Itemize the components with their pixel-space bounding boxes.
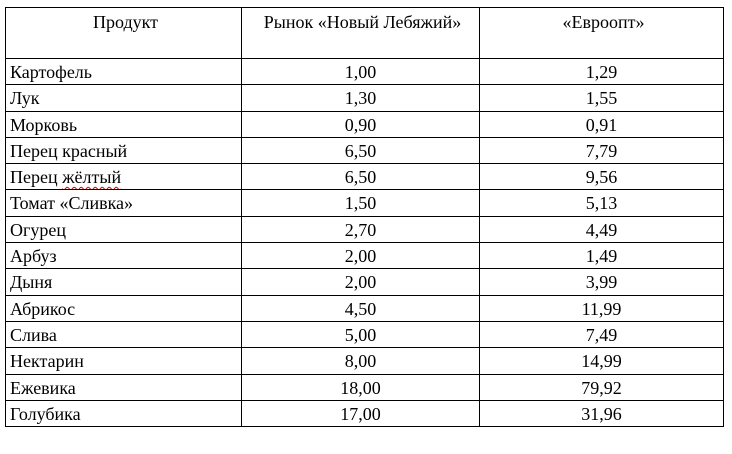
table-header (6, 8, 724, 59)
cell-euroopt-price: 3,99 (480, 269, 724, 295)
cell-euroopt-price: 4,49 (480, 216, 724, 242)
header-product: Продукт (6, 8, 242, 59)
cell-market-price: 2,00 (242, 243, 480, 269)
cell-euroopt-price: 1,49 (480, 243, 724, 269)
header-market: Рынок «Новый Лебяжий» (242, 8, 480, 59)
price-comparison-table (5, 7, 724, 427)
table-row (6, 137, 724, 163)
table-row (6, 216, 724, 242)
table-row (6, 164, 724, 190)
cell-market-price: 17,00 (242, 400, 480, 426)
table-row (6, 374, 724, 400)
cell-euroopt-price: 31,96 (480, 400, 724, 426)
table-row (6, 59, 724, 85)
cell-euroopt-price: 1,29 (480, 59, 724, 85)
cell-product: Перец красный (6, 137, 242, 163)
table-row (6, 348, 724, 374)
cell-product: Томат «Сливка» (6, 190, 242, 216)
cell-product: Огурец (6, 216, 242, 242)
header-euroopt: «Евроопт» (480, 8, 724, 59)
cell-product: Лук (6, 85, 242, 111)
cell-product (6, 164, 242, 190)
cell-product: Морковь (6, 111, 242, 137)
cell-euroopt-price: 1,55 (480, 85, 724, 111)
spellcheck-flagged-word: жёлтый (62, 167, 122, 188)
cell-euroopt-price: 7,49 (480, 321, 724, 347)
cell-product: Ежевика (6, 374, 242, 400)
cell-market-price: 1,50 (242, 190, 480, 216)
product-prefix: Перец (10, 167, 63, 188)
cell-euroopt-price: 7,79 (480, 137, 724, 163)
cell-market-price: 2,00 (242, 269, 480, 295)
table-row (6, 190, 724, 216)
cell-euroopt-price: 5,13 (480, 190, 724, 216)
cell-product: Арбуз (6, 243, 242, 269)
cell-market-price: 6,50 (242, 164, 480, 190)
cell-market-price: 5,00 (242, 321, 480, 347)
table-row (6, 321, 724, 347)
table-row (6, 269, 724, 295)
table-row (6, 243, 724, 269)
cell-euroopt-price: 11,99 (480, 295, 724, 321)
cell-product: Дыня (6, 269, 242, 295)
cell-market-price: 2,70 (242, 216, 480, 242)
price-table-container (5, 7, 723, 427)
cell-product: Голубика (6, 400, 242, 426)
header-row (6, 8, 724, 59)
cell-market-price: 1,30 (242, 85, 480, 111)
cell-product: Нектарин (6, 348, 242, 374)
cell-euroopt-price: 79,92 (480, 374, 724, 400)
cell-product: Слива (6, 321, 242, 347)
cell-euroopt-price: 9,56 (480, 164, 724, 190)
cell-market-price: 1,00 (242, 59, 480, 85)
cell-euroopt-price: 0,91 (480, 111, 724, 137)
cell-market-price: 6,50 (242, 137, 480, 163)
cell-market-price: 18,00 (242, 374, 480, 400)
cell-product: Абрикос (6, 295, 242, 321)
cell-product: Картофель (6, 59, 242, 85)
table-row (6, 85, 724, 111)
cell-market-price: 0,90 (242, 111, 480, 137)
table-row (6, 111, 724, 137)
cell-euroopt-price: 14,99 (480, 348, 724, 374)
table-row (6, 400, 724, 426)
table-body (6, 59, 724, 427)
table-row (6, 295, 724, 321)
cell-market-price: 4,50 (242, 295, 480, 321)
cell-market-price: 8,00 (242, 348, 480, 374)
